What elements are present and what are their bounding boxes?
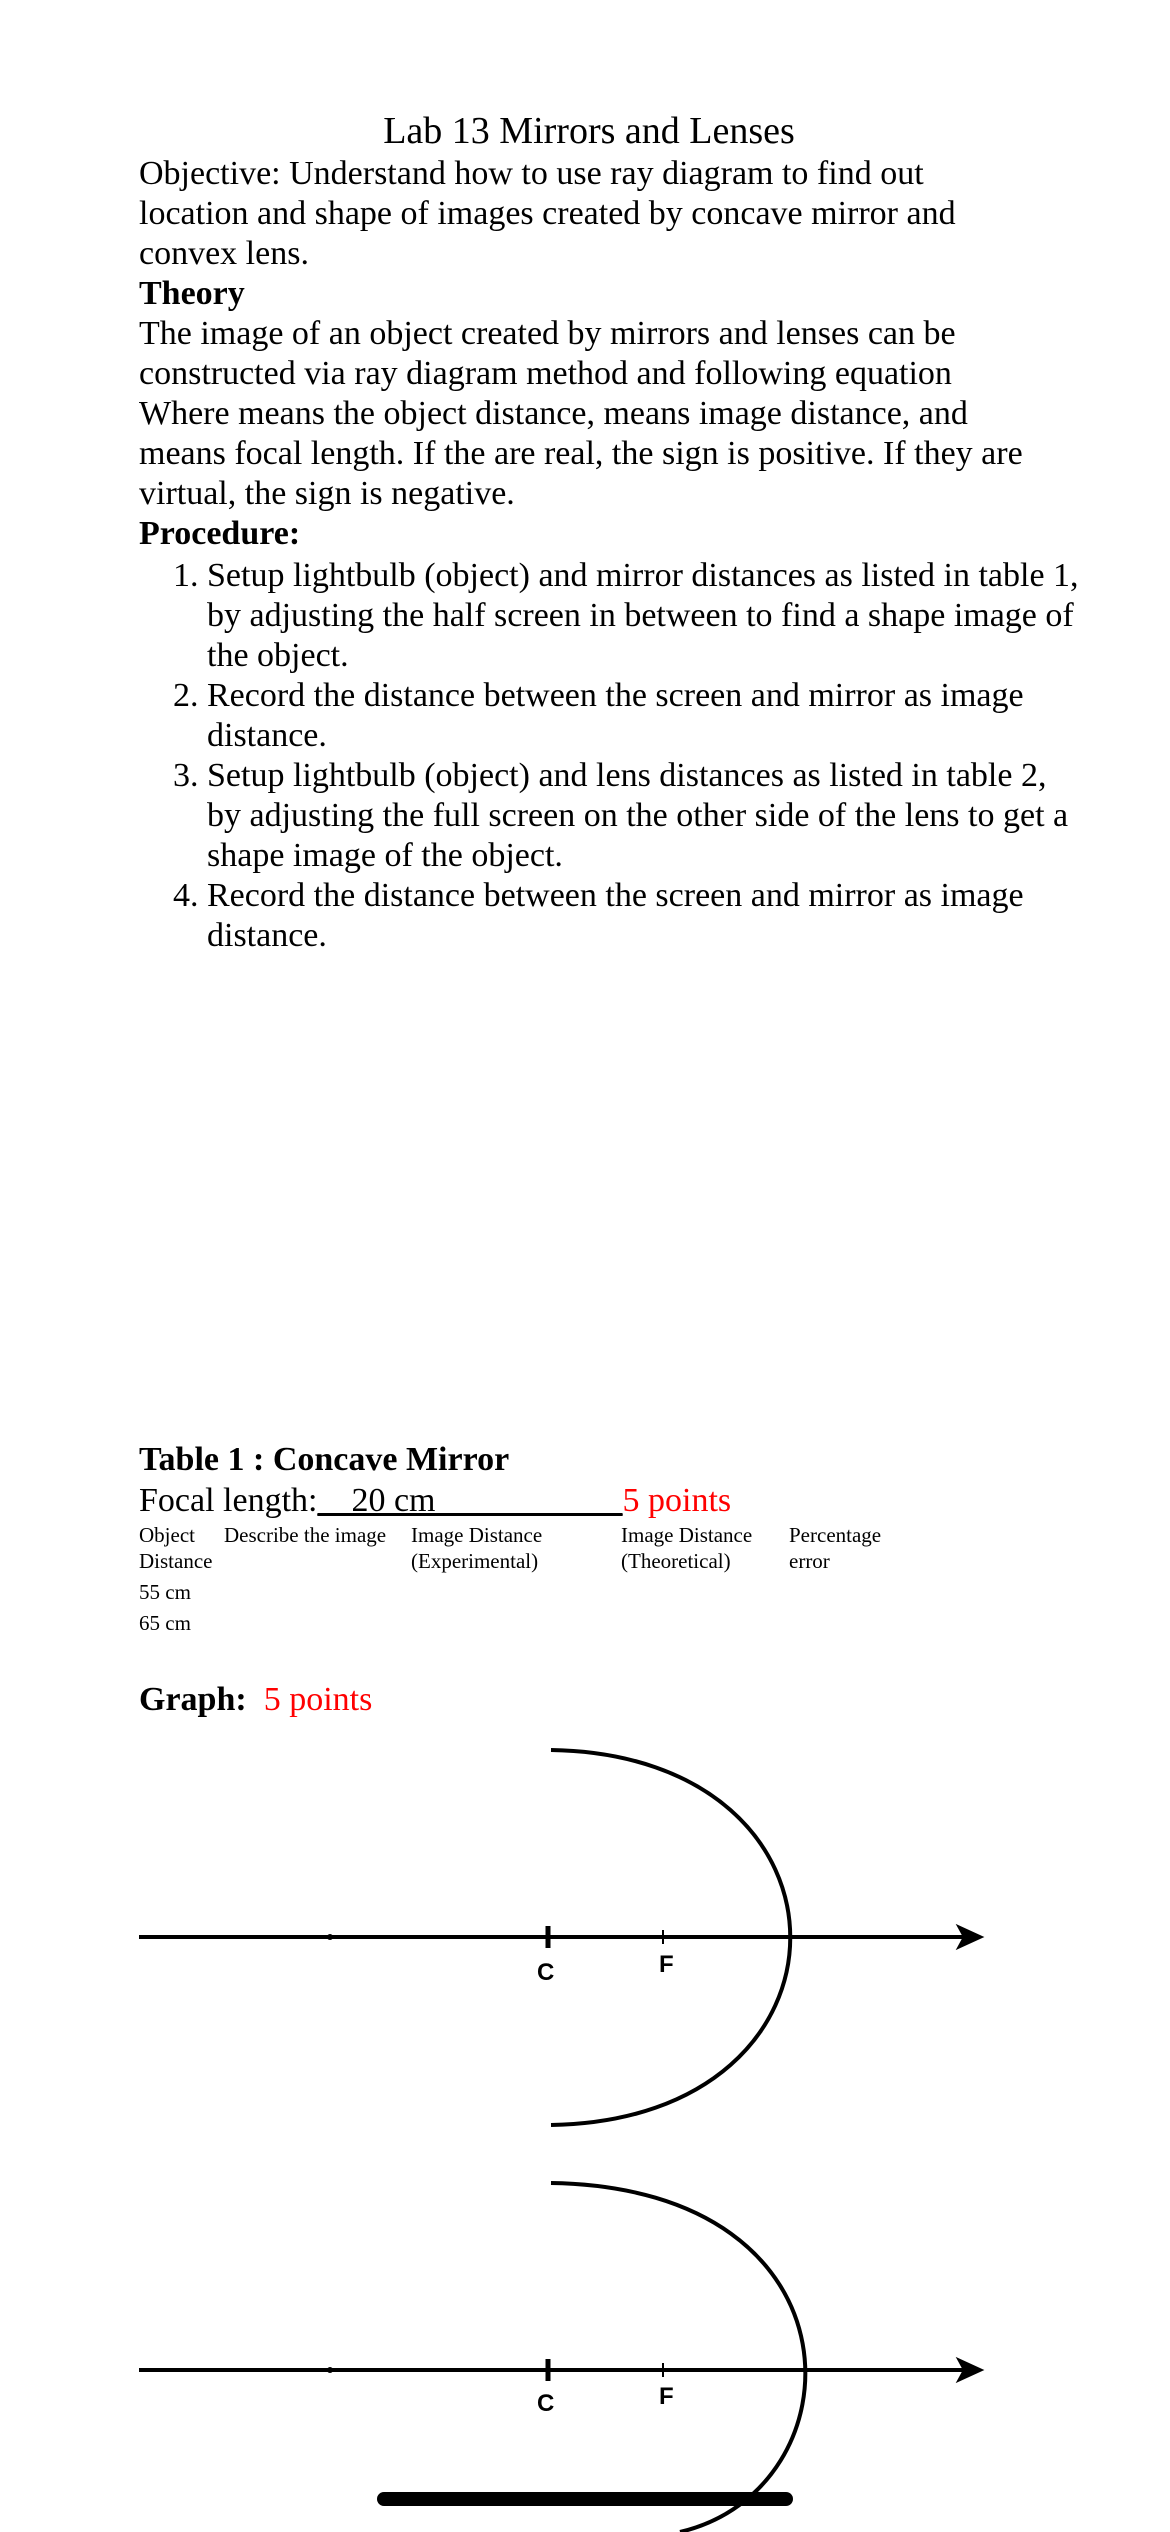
center-label: C: [537, 2390, 555, 2417]
concave-mirror-diagram-1: [139, 1750, 982, 2125]
theory-text: The image of an object created by mirrors and lenses can be constructed via ray diagram method and following equation Where means the object distance, means image distance, and means focal length. If the are real, the sign is positive. If they are virtual, the sign is negative.: [139, 315, 1023, 512]
focal-length-value: __20 cm___________: [317, 1482, 623, 1519]
object-distance-cell: 65 cm: [139, 1611, 191, 1635]
header-line: (Experimental): [411, 1549, 539, 1573]
objective-text: Objective: Understand how to use ray diagram to find out location and shape of images created by concave mirror and convex lens.: [139, 155, 956, 272]
procedure-step: 1. Setup lightbulb (object) and mirror distances as listed in table 1, by adjusting the half screen in between to find a shape image of the object.: [207, 556, 1087, 676]
focus-label: F: [659, 1951, 674, 1978]
header-line: Describe the image: [224, 1523, 387, 1547]
focal-length-label: Focal length:: [139, 1482, 318, 1519]
header-line: error: [789, 1549, 830, 1573]
home-indicator[interactable]: [377, 2492, 793, 2506]
header-line: Object: [139, 1523, 195, 1547]
concave-mirror-curve: [551, 2183, 805, 2532]
theory-heading: Theory: [139, 275, 245, 312]
graph-label: Graph:: [139, 1681, 247, 1718]
header-line: Percentage: [789, 1523, 882, 1547]
object-distance-cell: 55 cm: [139, 1580, 191, 1604]
procedure-step: 4. Record the distance between the screen and mirror as image distance.: [207, 876, 1087, 956]
graph-points: 5 points: [263, 1681, 373, 1718]
table1-points: 5 points: [622, 1482, 732, 1519]
header-line: Distance: [139, 1549, 213, 1573]
object-point: [327, 2367, 333, 2373]
procedure-heading: Procedure:: [139, 515, 301, 552]
procedure-step: 2. Record the distance between the screen and mirror as image distance.: [207, 676, 1087, 756]
page-title: Lab 13 Mirrors and Lenses: [383, 110, 795, 152]
center-label: C: [537, 1959, 555, 1986]
object-point: [327, 1934, 333, 1940]
concave-mirror-diagram-2: [139, 2183, 982, 2532]
focus-label: F: [659, 2383, 674, 2410]
table1-title: Table 1 : Concave Mirror: [139, 1441, 510, 1478]
procedure-step: 3. Setup lightbulb (object) and lens distances as listed in table 2, by adjusting the full screen on the other side of the lens to get a shape image of the object.: [207, 756, 1087, 876]
header-line: (Theoretical): [621, 1549, 731, 1573]
header-line: Image Distance: [411, 1523, 543, 1547]
header-line: Image Distance: [621, 1523, 753, 1547]
